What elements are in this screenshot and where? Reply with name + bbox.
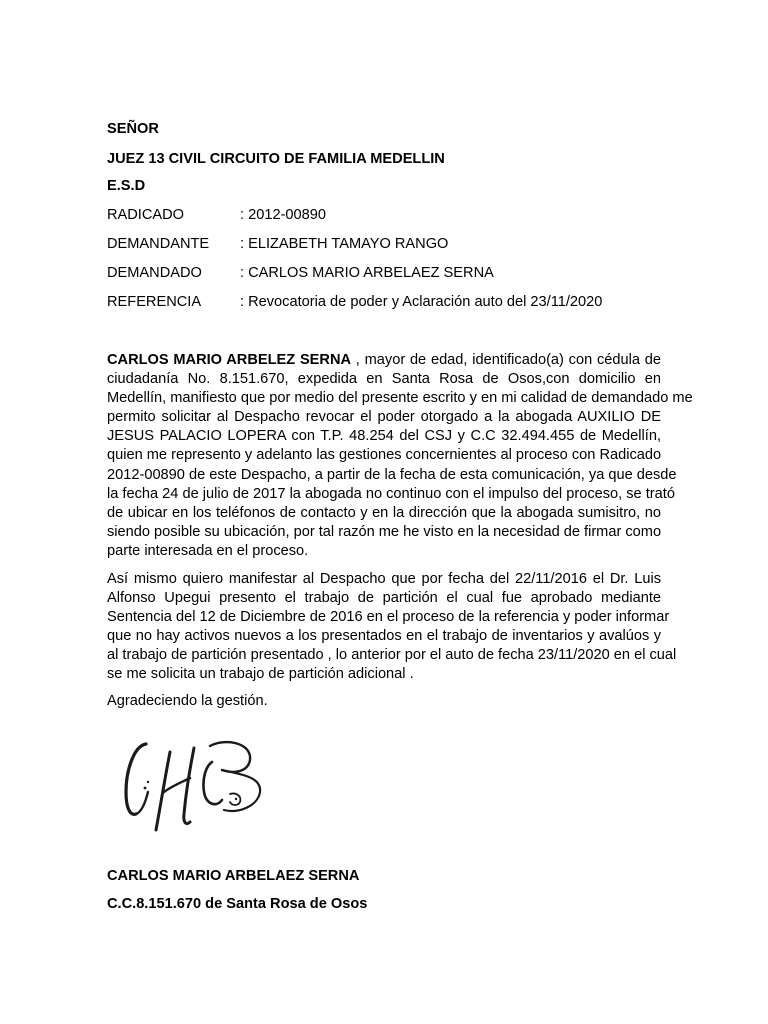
- closing-line: Agradeciendo la gestión.: [107, 693, 268, 709]
- reference-label: RADICADO: [107, 207, 185, 223]
- body-paragraph-1: [107, 351, 693, 561]
- paragraph-line: JESUS PALACIO LOPERA con T.P. 48.254 del CSJ y C.C 32.494.455 de Medellín,: [107, 428, 661, 445]
- reference-value: : CARLOS MARIO ARBELAEZ SERNA: [240, 265, 494, 281]
- paragraph-line: [107, 351, 661, 370]
- addressee: JUEZ 13 CIVIL CIRCUITO DE FAMILIA MEDELLIN: [107, 151, 445, 167]
- body-paragraph-2: [107, 570, 677, 685]
- reference-label: DEMANDANTE: [107, 236, 210, 252]
- paragraph-line: permito solicitar al Despacho revocar el poder otorgado a la abogada AUXILIO DE: [107, 409, 661, 426]
- reference-label: REFERENCIA: [107, 294, 202, 310]
- paragraph-line: la fecha 24 de julio de 2017 la abogada no continuo con el impulso del proceso, se trató: [107, 485, 675, 502]
- salutation: SEÑOR: [107, 121, 159, 137]
- paragraph-line: siendo posible su ubicación, por tal razón me he visto en la necesidad de firmar como: [107, 523, 662, 540]
- handwritten-signature-icon: [112, 722, 272, 842]
- paragraph-line: Alfonso Upegui presento el trabajo de partición el cual fue aprobado mediante: [107, 590, 661, 607]
- paragraph-line: que no hay activos nuevos a los presentados en el trabajo de inventarios y avalúos y: [107, 628, 661, 645]
- reference-value: : ELIZABETH TAMAYO RANGO: [240, 236, 449, 252]
- reference-value: : Revocatoria de poder y Aclaración auto del 23/11/2020: [240, 294, 603, 310]
- reference-value: : 2012-00890: [240, 207, 327, 223]
- paragraph-line: de ubicar en los teléfonos de contacto y en la dirección que la abogada sumisitro, no: [107, 504, 661, 521]
- paragraph-line: Medellín, manifiesto que por medio del presente escrito y en mi calidad de demandado me: [107, 390, 693, 407]
- signer-name: CARLOS MARIO ARBELAEZ SERNA: [107, 868, 360, 884]
- paragraph-line: se me solicita un trabajo de partición adicional .: [107, 666, 414, 683]
- paragraph-line: 2012-00890 de este Despacho, a partir de la fecha de esta comunicación, ya que desde: [107, 466, 677, 483]
- paragraph-line: quien me represento y adelanto las gestiones concernientes al proceso con Radicado: [107, 447, 662, 464]
- paragraph-line: al trabajo de partición presentado , lo anterior por el auto de fecha 23/11/2020 en el cual: [107, 647, 677, 664]
- paragraph-line: Así mismo quiero manifestar al Despacho que por fecha del 22/11/2016 el Dr. Luis: [107, 571, 661, 587]
- esd-line: E.S.D: [107, 178, 146, 194]
- paragraph-line: ciudadanía No. 8.151.670, expedida en Santa Rosa de Osos,con domicilio en: [107, 371, 661, 388]
- paragraph-line: Sentencia del 12 de Diciembre de 2016 en el proceso de la referencia y poder informar: [107, 609, 670, 626]
- paragraph-line: parte interesada en el proceso.: [107, 542, 309, 559]
- lead-name: CARLOS MARIO ARBELEZ SERNA: [107, 352, 352, 368]
- reference-label: DEMANDADO: [107, 265, 202, 281]
- signer-id: C.C.8.151.670 de Santa Rosa de Osos: [107, 896, 368, 912]
- paragraph-line-text: , mayor de edad, identificado(a) con cédula de: [351, 352, 661, 368]
